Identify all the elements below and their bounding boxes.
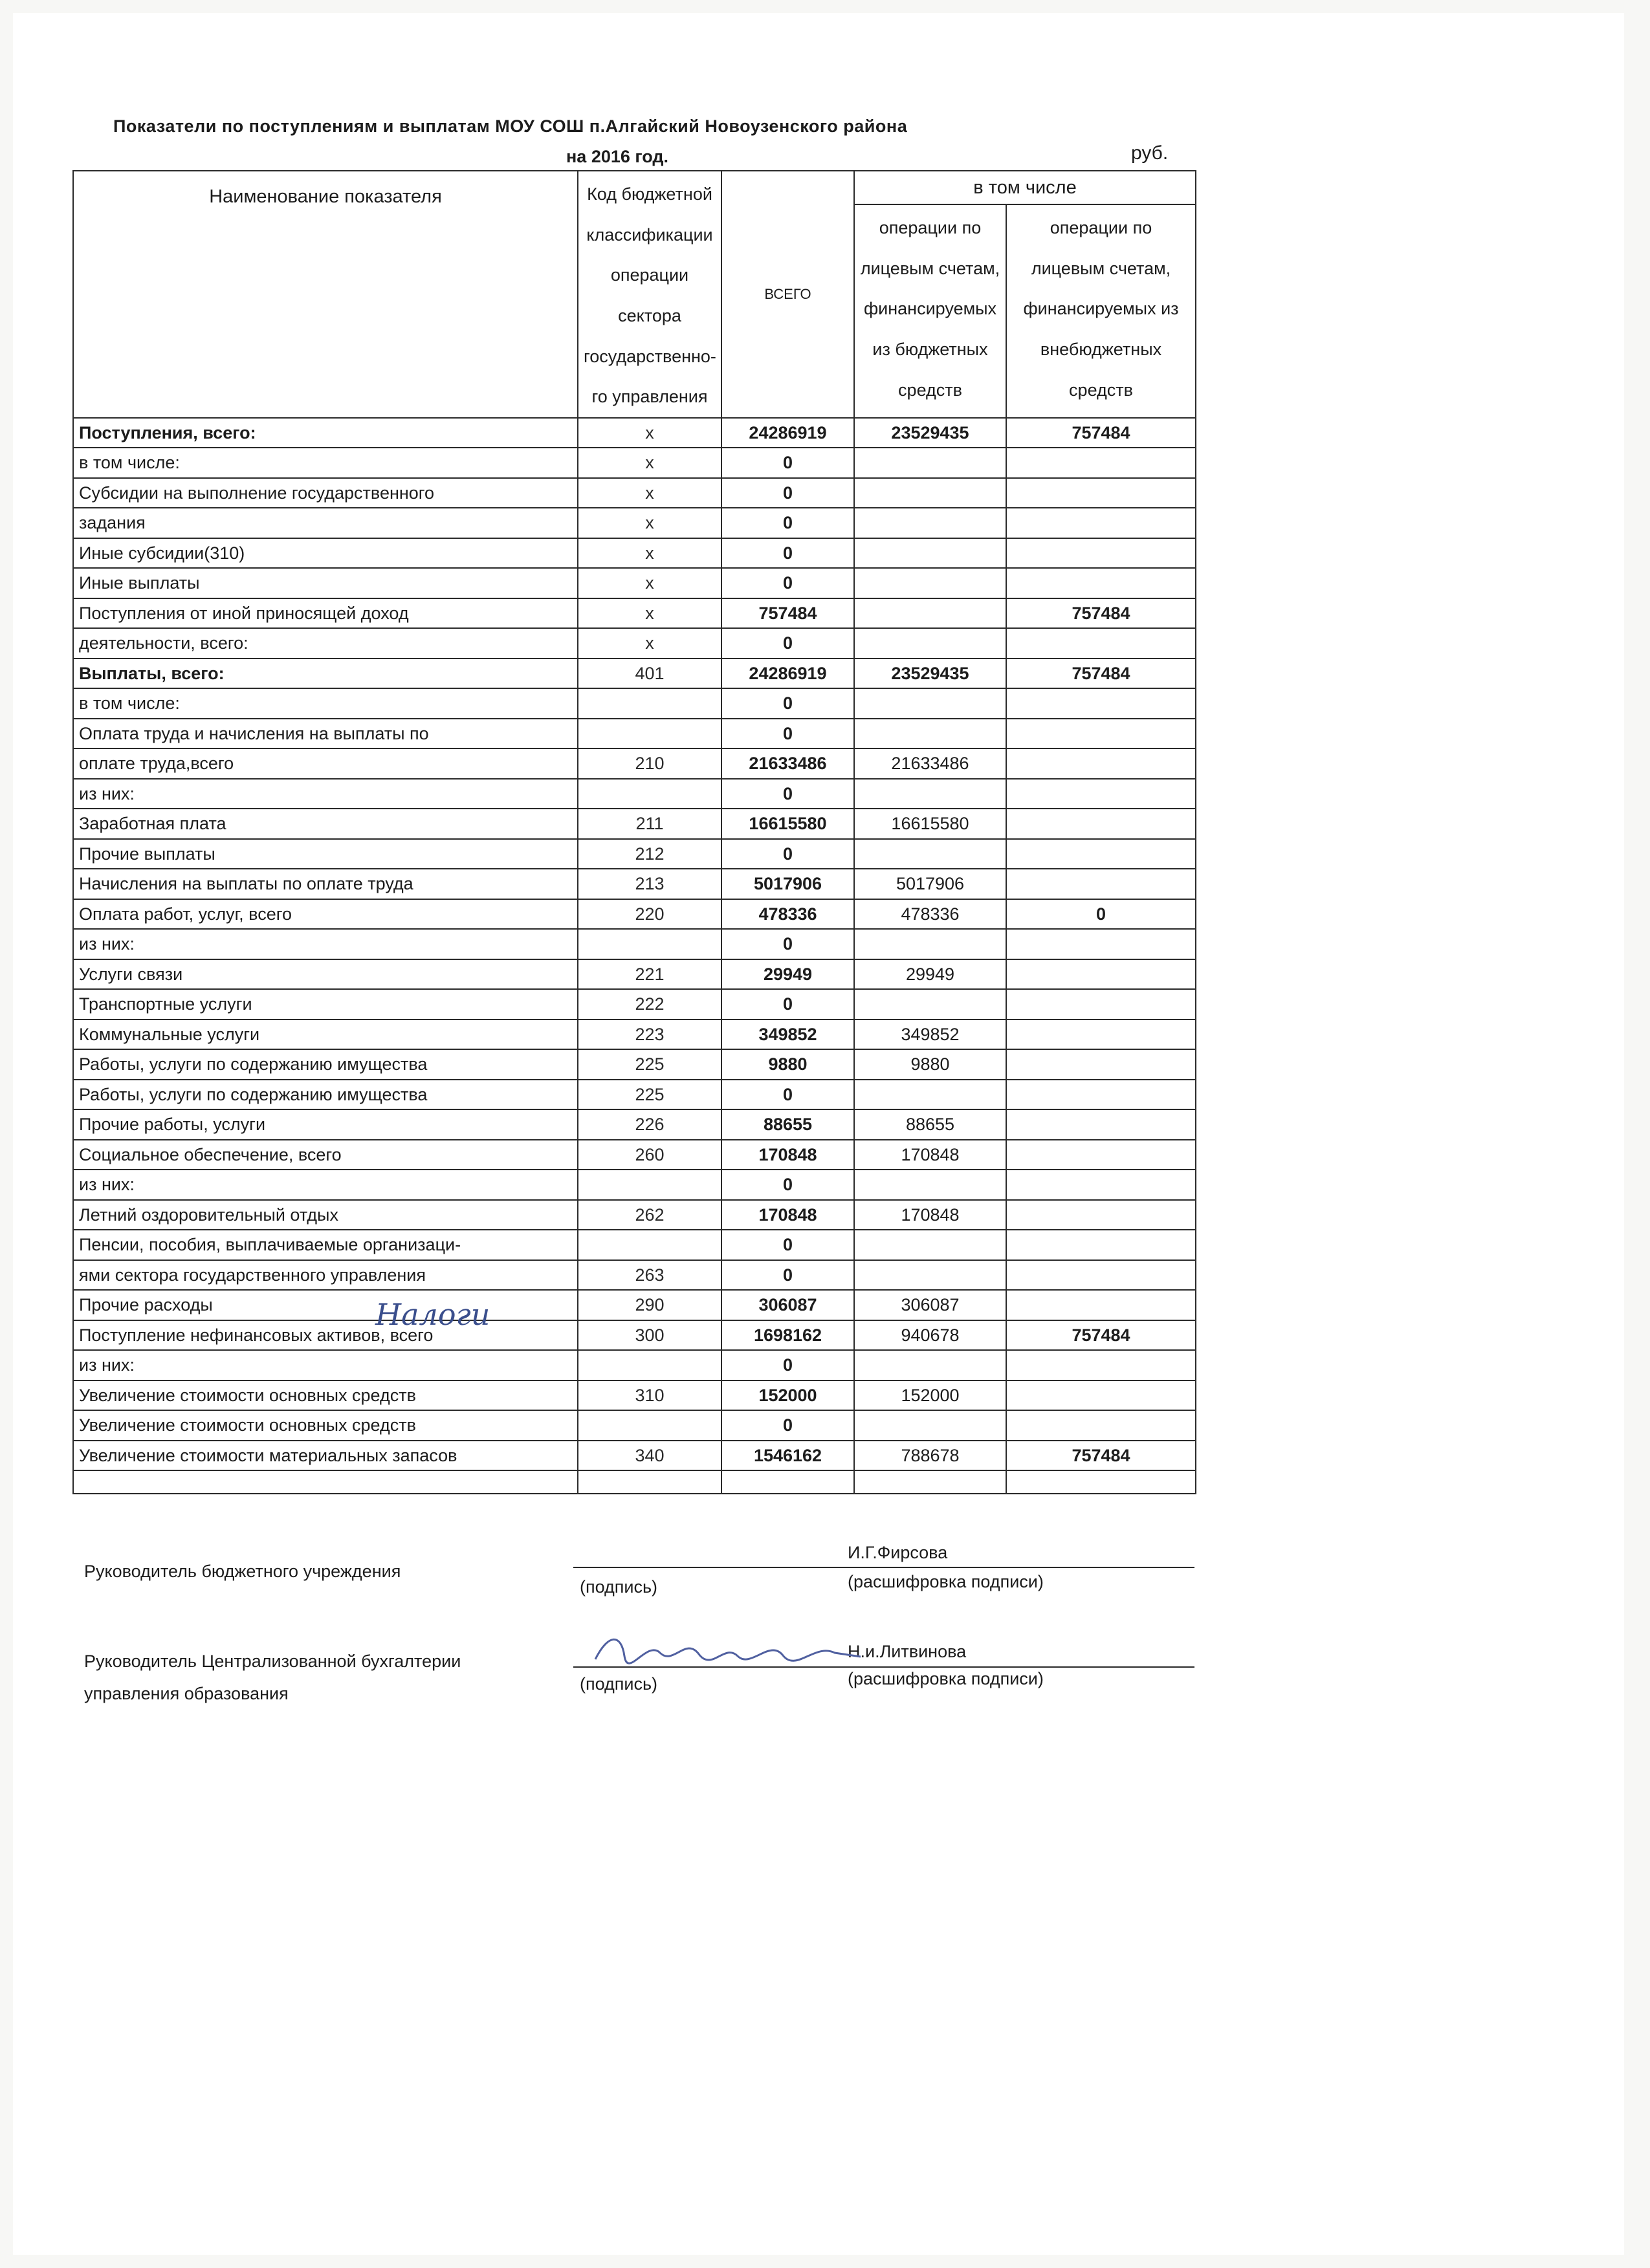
empty-cell: [854, 1470, 1006, 1494]
row-name: из них:: [73, 929, 578, 959]
row-total: 0: [721, 1230, 854, 1260]
row-code: x: [578, 508, 721, 538]
table-row: [73, 779, 1196, 809]
table-row: [73, 929, 1196, 959]
row-code: x: [578, 568, 721, 598]
row-budget: 23529435: [854, 418, 1006, 448]
row-extrabudget: [1006, 1200, 1196, 1230]
head-name: И.Г.Фирсова: [848, 1543, 948, 1562]
row-total: 1698162: [721, 1320, 854, 1351]
table-row: [73, 1410, 1196, 1441]
row-name: оплате труда,всего: [73, 748, 578, 779]
row-extrabudget: [1006, 478, 1196, 508]
row-total: 152000: [721, 1380, 854, 1411]
document-title: Показатели по поступлениям и выплатам МОУ СОШ п.Алгайский Новоузенского района: [113, 116, 908, 136]
row-code: 213: [578, 869, 721, 899]
row-extrabudget: [1006, 1049, 1196, 1080]
indicators-table: [72, 170, 1196, 1494]
document-page: [13, 13, 1624, 2255]
table-header-row: [73, 171, 1196, 204]
header-total: ВСЕГО: [721, 171, 854, 418]
row-code: 262: [578, 1200, 721, 1230]
row-code: [578, 1170, 721, 1200]
row-name: в том числе:: [73, 688, 578, 719]
table-row: [73, 418, 1196, 448]
row-name: из них:: [73, 779, 578, 809]
header-name: Наименование показателя: [73, 171, 578, 418]
row-name: Прочие работы, услуги: [73, 1109, 578, 1140]
row-code: 211: [578, 809, 721, 839]
row-total: 0: [721, 478, 854, 508]
row-name: Прочие выплаты: [73, 839, 578, 869]
row-name: Пенсии, пособия, выплачиваемые организаци-: [73, 1230, 578, 1260]
table-row: [73, 899, 1196, 930]
table-row: [73, 989, 1196, 1020]
table-row: [73, 1080, 1196, 1110]
row-extrabudget: 757484: [1006, 418, 1196, 448]
row-name: Поступления, всего:: [73, 418, 578, 448]
row-extrabudget: 757484: [1006, 1320, 1196, 1351]
empty-cell: [73, 1470, 578, 1494]
row-budget: 88655: [854, 1109, 1006, 1140]
row-code: 260: [578, 1140, 721, 1170]
row-total: 757484: [721, 598, 854, 629]
row-total: 24286919: [721, 659, 854, 689]
row-total: 170848: [721, 1140, 854, 1170]
row-extrabudget: [1006, 1290, 1196, 1320]
row-total: 0: [721, 1080, 854, 1110]
row-budget: [854, 448, 1006, 478]
row-total: 0: [721, 568, 854, 598]
row-extrabudget: [1006, 719, 1196, 749]
table-row: [73, 1350, 1196, 1380]
header-extrabudget: операции по лицевым счетам, финансируемых из внебюджетных средств: [1006, 204, 1196, 418]
row-name: Выплаты, всего:: [73, 659, 578, 689]
table-empty-row: [73, 1470, 1196, 1494]
table-row: [73, 688, 1196, 719]
table-row: [73, 448, 1196, 478]
table-row: [73, 1140, 1196, 1170]
row-name: Работы, услуги по содержанию имущества: [73, 1080, 578, 1110]
row-extrabudget: [1006, 989, 1196, 1020]
row-budget: 9880: [854, 1049, 1006, 1080]
row-name: из них:: [73, 1170, 578, 1200]
header-code: Код бюджетной классификации операции сектора государственно-го управления: [578, 171, 721, 418]
row-budget: 29949: [854, 959, 1006, 990]
accountant-decode-caption: (расшифровка подписи): [848, 1669, 1044, 1688]
row-name: Субсидии на выполнение государственного: [73, 478, 578, 508]
row-code: x: [578, 598, 721, 629]
header-including: в том числе: [854, 171, 1196, 204]
table-row: [73, 748, 1196, 779]
row-total: 0: [721, 688, 854, 719]
row-total: 349852: [721, 1020, 854, 1050]
table-row: [73, 1170, 1196, 1200]
row-extrabudget: 757484: [1006, 1441, 1196, 1471]
table-row: [73, 1380, 1196, 1411]
row-total: 0: [721, 628, 854, 659]
table-row: [73, 1109, 1196, 1140]
row-code: x: [578, 448, 721, 478]
row-extrabudget: [1006, 1410, 1196, 1441]
row-code: 290: [578, 1290, 721, 1320]
row-name: Транспортные услуги: [73, 989, 578, 1020]
row-code: [578, 688, 721, 719]
row-total: 9880: [721, 1049, 854, 1080]
row-extrabudget: 757484: [1006, 598, 1196, 629]
table-row: [73, 959, 1196, 990]
row-extrabudget: [1006, 1170, 1196, 1200]
table-row: [73, 1260, 1196, 1291]
row-name: Начисления на выплаты по оплате труда: [73, 869, 578, 899]
document-subtitle: на 2016 год.: [566, 147, 669, 166]
row-extrabudget: [1006, 748, 1196, 779]
row-code: x: [578, 418, 721, 448]
row-code: [578, 1230, 721, 1260]
row-name: Услуги связи: [73, 959, 578, 990]
row-budget: 16615580: [854, 809, 1006, 839]
row-total: 0: [721, 1350, 854, 1380]
table-row: [73, 1320, 1196, 1351]
row-code: 210: [578, 748, 721, 779]
table-row: [73, 568, 1196, 598]
row-extrabudget: [1006, 1020, 1196, 1050]
row-code: 226: [578, 1109, 721, 1140]
currency-unit: руб.: [1131, 142, 1169, 164]
row-extrabudget: [1006, 809, 1196, 839]
row-name: ями сектора государственного управления: [73, 1260, 578, 1291]
row-name: Увеличение стоимости основных средств: [73, 1380, 578, 1411]
row-extrabudget: [1006, 959, 1196, 990]
row-total: 0: [721, 779, 854, 809]
row-budget: 788678: [854, 1441, 1006, 1471]
accountant-label-line1: Руководитель Централизованной бухгалтерии: [84, 1652, 461, 1671]
accountant-label-line2: управления образования: [84, 1684, 289, 1703]
row-extrabudget: [1006, 1380, 1196, 1411]
table-row: [73, 659, 1196, 689]
row-code: 225: [578, 1080, 721, 1110]
row-code: 223: [578, 1020, 721, 1050]
row-budget: 152000: [854, 1380, 1006, 1411]
row-total: 0: [721, 719, 854, 749]
table-row: [73, 1200, 1196, 1230]
empty-cell: [721, 1470, 854, 1494]
row-budget: [854, 929, 1006, 959]
row-name: Работы, услуги по содержанию имущества: [73, 1049, 578, 1080]
empty-cell: [578, 1470, 721, 1494]
row-total: 5017906: [721, 869, 854, 899]
row-name: Увеличение стоимости основных средств: [73, 1410, 578, 1441]
accountant-sign-caption: (подпись): [580, 1674, 658, 1694]
row-total: 170848: [721, 1200, 854, 1230]
row-name: деятельности, всего:: [73, 628, 578, 659]
row-extrabudget: [1006, 568, 1196, 598]
row-budget: [854, 568, 1006, 598]
row-code: [578, 719, 721, 749]
row-extrabudget: [1006, 869, 1196, 899]
row-extrabudget: [1006, 929, 1196, 959]
row-code: 310: [578, 1380, 721, 1411]
accountant-name: Н.и.Литвинова: [848, 1642, 967, 1661]
row-extrabudget: [1006, 448, 1196, 478]
head-decode-caption: (расшифровка подписи): [848, 1572, 1044, 1591]
row-code: 220: [578, 899, 721, 930]
head-signature-line: [573, 1567, 1194, 1568]
row-budget: [854, 1350, 1006, 1380]
row-budget: 170848: [854, 1200, 1006, 1230]
row-name: Оплата труда и начисления на выплаты по: [73, 719, 578, 749]
row-code: 221: [578, 959, 721, 990]
row-total: 0: [721, 839, 854, 869]
row-code: 300: [578, 1320, 721, 1351]
row-total: 24286919: [721, 418, 854, 448]
row-budget: [854, 688, 1006, 719]
row-extrabudget: [1006, 839, 1196, 869]
table-row: [73, 508, 1196, 538]
row-total: 306087: [721, 1290, 854, 1320]
row-budget: 5017906: [854, 869, 1006, 899]
row-code: x: [578, 628, 721, 659]
row-name: Иные субсидии(310): [73, 538, 578, 569]
table-row: [73, 869, 1196, 899]
row-total: 0: [721, 448, 854, 478]
row-name: Оплата работ, услуг, всего: [73, 899, 578, 930]
table-row: [73, 598, 1196, 629]
row-extrabudget: [1006, 1109, 1196, 1140]
row-code: [578, 779, 721, 809]
head-sign-caption: (подпись): [580, 1577, 658, 1597]
row-name: Летний оздоровительный отдых: [73, 1200, 578, 1230]
row-total: 0: [721, 538, 854, 569]
row-code: 222: [578, 989, 721, 1020]
row-total: 1546162: [721, 1441, 854, 1471]
row-budget: [854, 538, 1006, 569]
row-name: Заработная плата: [73, 809, 578, 839]
row-extrabudget: [1006, 1260, 1196, 1291]
row-budget: 349852: [854, 1020, 1006, 1050]
table-row: [73, 719, 1196, 749]
table-row: [73, 1290, 1196, 1320]
row-budget: 478336: [854, 899, 1006, 930]
row-budget: 23529435: [854, 659, 1006, 689]
table-row: [73, 839, 1196, 869]
row-extrabudget: [1006, 508, 1196, 538]
row-budget: 21633486: [854, 748, 1006, 779]
header-budget: операции по лицевым счетам, финансируемых из бюджетных средств: [854, 204, 1006, 418]
row-total: 0: [721, 1170, 854, 1200]
row-name: в том числе:: [73, 448, 578, 478]
row-budget: [854, 1230, 1006, 1260]
row-budget: [854, 478, 1006, 508]
row-budget: [854, 1080, 1006, 1110]
row-extrabudget: [1006, 1230, 1196, 1260]
row-name: Социальное обеспечение, всего: [73, 1140, 578, 1170]
table-row: [73, 1441, 1196, 1471]
table-row: [73, 538, 1196, 569]
empty-cell: [1006, 1470, 1196, 1494]
row-extrabudget: [1006, 1140, 1196, 1170]
row-budget: [854, 1260, 1006, 1291]
row-code: [578, 929, 721, 959]
row-extrabudget: [1006, 538, 1196, 569]
row-total: 21633486: [721, 748, 854, 779]
row-code: 212: [578, 839, 721, 869]
row-budget: [854, 508, 1006, 538]
row-budget: [854, 779, 1006, 809]
row-code: [578, 1350, 721, 1380]
row-budget: [854, 839, 1006, 869]
handwritten-signature: [589, 1627, 867, 1672]
row-total: 29949: [721, 959, 854, 990]
row-extrabudget: 757484: [1006, 659, 1196, 689]
row-code: 225: [578, 1049, 721, 1080]
head-label: Руководитель бюджетного учреждения: [84, 1562, 401, 1581]
row-budget: 940678: [854, 1320, 1006, 1351]
row-name: из них:: [73, 1350, 578, 1380]
row-total: 16615580: [721, 809, 854, 839]
row-name: Увеличение стоимости материальных запасов: [73, 1441, 578, 1471]
table-row: [73, 1020, 1196, 1050]
table-row: [73, 628, 1196, 659]
row-extrabudget: [1006, 628, 1196, 659]
row-extrabudget: [1006, 688, 1196, 719]
row-extrabudget: 0: [1006, 899, 1196, 930]
row-budget: [854, 1410, 1006, 1441]
row-total: 478336: [721, 899, 854, 930]
row-budget: [854, 719, 1006, 749]
row-code: 340: [578, 1441, 721, 1471]
table-row: [73, 1049, 1196, 1080]
row-code: 263: [578, 1260, 721, 1291]
row-total: 0: [721, 1410, 854, 1441]
row-extrabudget: [1006, 1350, 1196, 1380]
table-row: [73, 478, 1196, 508]
row-total: 0: [721, 989, 854, 1020]
row-name: Коммунальные услуги: [73, 1020, 578, 1050]
row-total: 0: [721, 1260, 854, 1291]
table-row: [73, 1230, 1196, 1260]
row-budget: 170848: [854, 1140, 1006, 1170]
row-code: 401: [578, 659, 721, 689]
row-budget: [854, 1170, 1006, 1200]
row-total: 0: [721, 929, 854, 959]
handwritten-note: Налоги: [375, 1297, 490, 1332]
row-total: 0: [721, 508, 854, 538]
row-total: 88655: [721, 1109, 854, 1140]
row-name: Поступление нефинансовых активов, всего: [73, 1320, 578, 1351]
row-code: x: [578, 478, 721, 508]
row-budget: 306087: [854, 1290, 1006, 1320]
row-name: Поступления от иной приносящей доход: [73, 598, 578, 629]
row-code: x: [578, 538, 721, 569]
row-budget: [854, 628, 1006, 659]
row-name: задания: [73, 508, 578, 538]
row-name: Иные выплаты: [73, 568, 578, 598]
row-name: Прочие расходы: [73, 1290, 578, 1320]
row-code: [578, 1410, 721, 1441]
row-budget: [854, 598, 1006, 629]
row-budget: [854, 989, 1006, 1020]
row-extrabudget: [1006, 779, 1196, 809]
table-row: [73, 809, 1196, 839]
row-extrabudget: [1006, 1080, 1196, 1110]
